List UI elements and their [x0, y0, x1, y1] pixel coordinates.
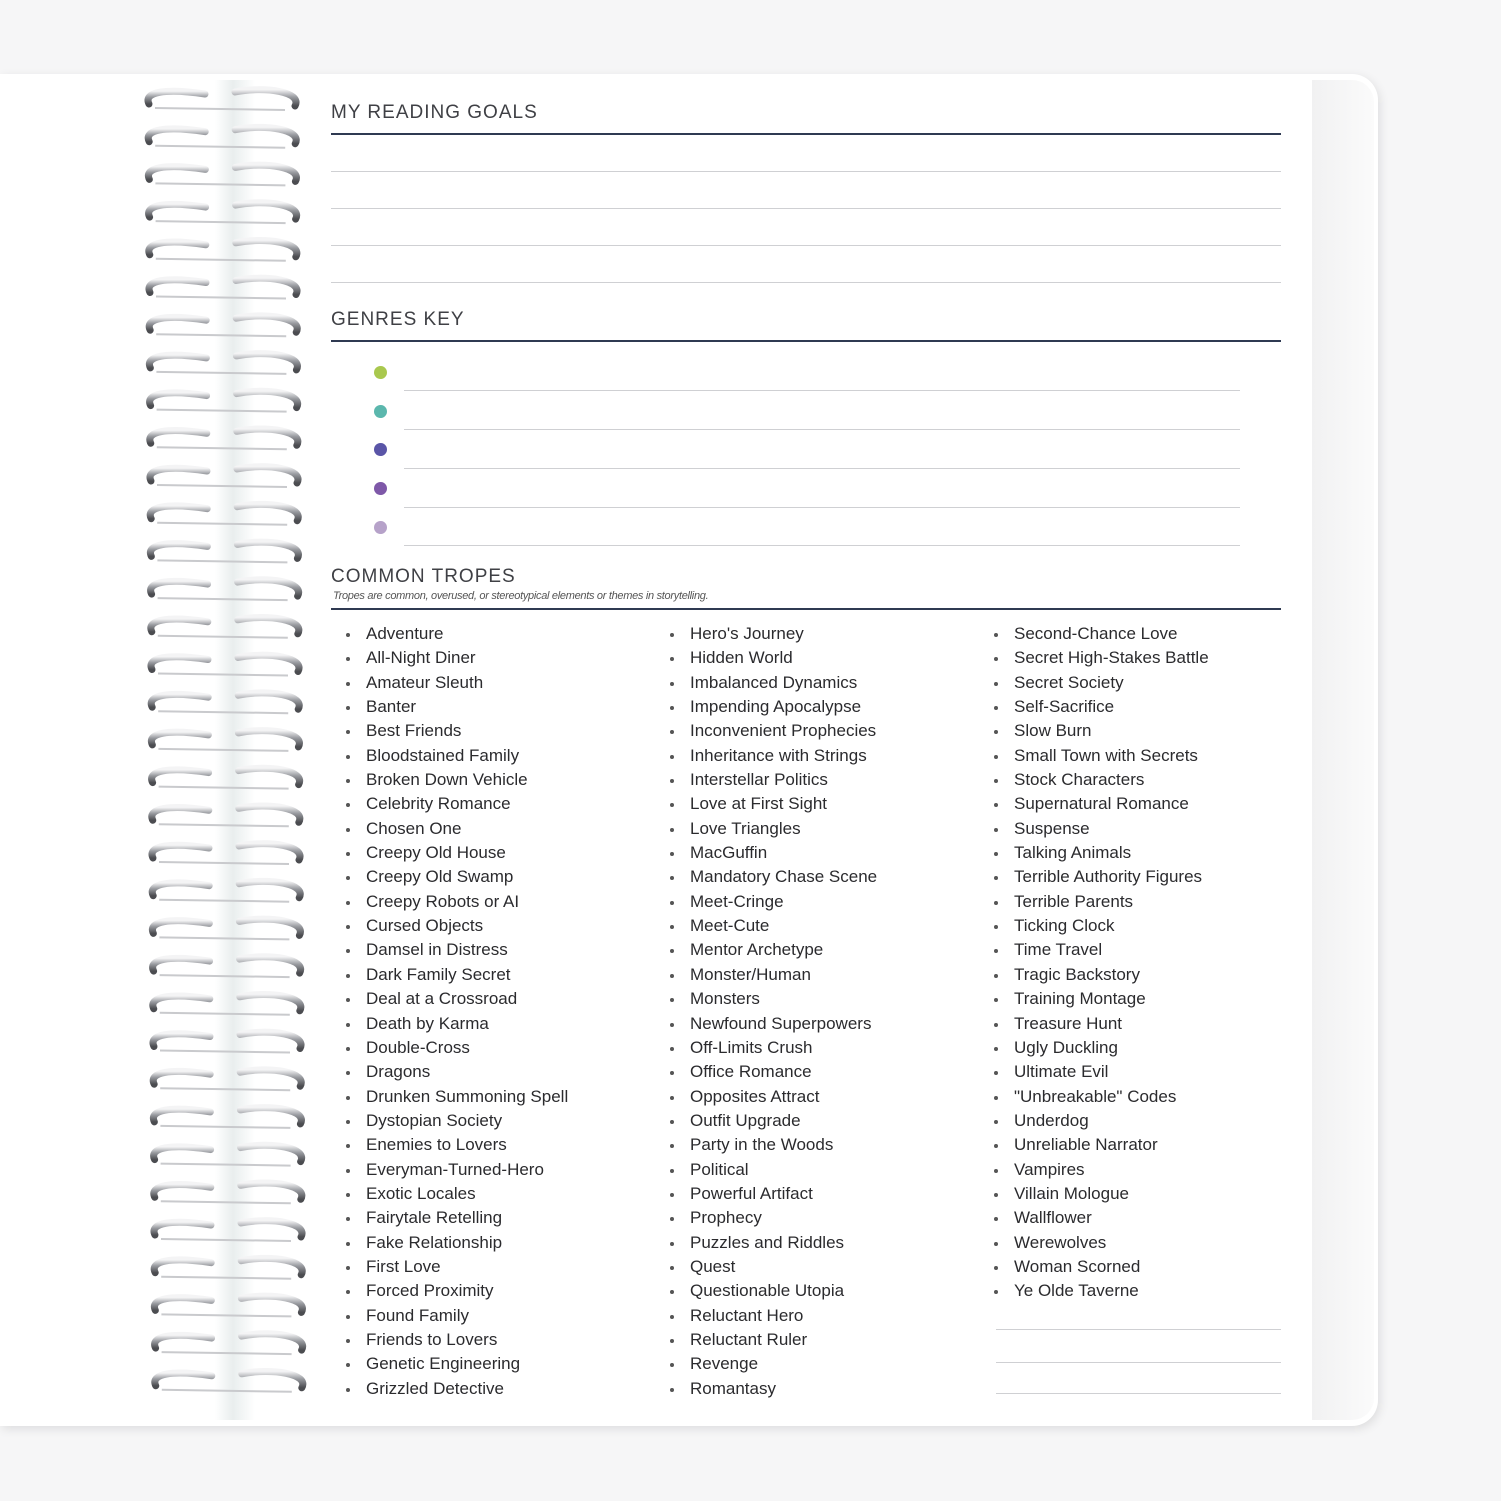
extra-trope-line-3[interactable] — [996, 1393, 1281, 1394]
trope-item: Chosen One — [366, 817, 568, 841]
trope-item: Romantasy — [690, 1377, 877, 1401]
trope-item: Banter — [366, 695, 568, 719]
trope-item: Inconvenient Prophecies — [690, 719, 877, 743]
trope-item: Adventure — [366, 622, 568, 646]
trope-item: Found Family — [366, 1304, 568, 1328]
trope-item: Deal at a Crossroad — [366, 987, 568, 1011]
trope-item: Imbalanced Dynamics — [690, 671, 877, 695]
trope-item: Genetic Engineering — [366, 1352, 568, 1376]
trope-item: Interstellar Politics — [690, 768, 877, 792]
trope-item: Outfit Upgrade — [690, 1109, 877, 1133]
trope-item: Self-Sacrifice — [1014, 695, 1209, 719]
genre-dot-lavender — [374, 521, 387, 534]
genre-line-4[interactable] — [404, 507, 1240, 508]
trope-item: Newfound Superpowers — [690, 1012, 877, 1036]
reading-goals-line-2[interactable] — [331, 208, 1281, 209]
trope-item: Fake Relationship — [366, 1231, 568, 1255]
trope-item: Forced Proximity — [366, 1279, 568, 1303]
trope-item: Small Town with Secrets — [1014, 744, 1209, 768]
trope-item: Drunken Summoning Spell — [366, 1085, 568, 1109]
trope-item: Opposites Attract — [690, 1085, 877, 1109]
trope-item: Powerful Artifact — [690, 1182, 877, 1206]
common-tropes-subtitle: Tropes are common, overused, or stereotypical elements or themes in storytelling. — [333, 590, 709, 602]
reading-goals-title: MY READING GOALS — [331, 102, 538, 123]
trope-item: Puzzles and Riddles — [690, 1231, 877, 1255]
trope-item: Ugly Duckling — [1014, 1036, 1209, 1060]
trope-item: Hidden World — [690, 646, 877, 670]
trope-item: Cursed Objects — [366, 914, 568, 938]
trope-item: Questionable Utopia — [690, 1279, 877, 1303]
extra-trope-line-1[interactable] — [996, 1329, 1281, 1330]
trope-item: Party in the Woods — [690, 1133, 877, 1157]
trope-item: Dragons — [366, 1060, 568, 1084]
trope-item: Monsters — [690, 987, 877, 1011]
genre-line-5[interactable] — [404, 545, 1240, 546]
trope-item: Exotic Locales — [366, 1182, 568, 1206]
reading-goals-rule — [331, 133, 1281, 135]
trope-item: Tragic Backstory — [1014, 963, 1209, 987]
trope-item: Dystopian Society — [366, 1109, 568, 1133]
common-tropes-rule — [331, 608, 1281, 610]
trope-item: Ultimate Evil — [1014, 1060, 1209, 1084]
trope-item: Suspense — [1014, 817, 1209, 841]
trope-item: Best Friends — [366, 719, 568, 743]
trope-item: Meet-Cute — [690, 914, 877, 938]
trope-item: Training Montage — [1014, 987, 1209, 1011]
trope-item: Impending Apocalypse — [690, 695, 877, 719]
trope-item: Celebrity Romance — [366, 792, 568, 816]
trope-item: Mandatory Chase Scene — [690, 865, 877, 889]
spiral-binding — [135, 80, 315, 1420]
trope-column-3 — [1014, 622, 1209, 1304]
trope-item: Bloodstained Family — [366, 744, 568, 768]
trope-item: Werewolves — [1014, 1231, 1209, 1255]
trope-item: Meet-Cringe — [690, 890, 877, 914]
trope-item: Grizzled Detective — [366, 1377, 568, 1401]
trope-item: Supernatural Romance — [1014, 792, 1209, 816]
trope-item: Secret High-Stakes Battle — [1014, 646, 1209, 670]
genre-dot-green — [374, 366, 387, 379]
page-stack-edge — [1312, 80, 1374, 1420]
trope-item: First Love — [366, 1255, 568, 1279]
reading-goals-line-1[interactable] — [331, 171, 1281, 172]
trope-item: Political — [690, 1158, 877, 1182]
trope-item: Creepy Old House — [366, 841, 568, 865]
trope-item: Creepy Old Swamp — [366, 865, 568, 889]
trope-item: Vampires — [1014, 1158, 1209, 1182]
trope-item: Dark Family Secret — [366, 963, 568, 987]
trope-column-1 — [366, 622, 568, 1401]
trope-item: MacGuffin — [690, 841, 877, 865]
trope-item: Treasure Hunt — [1014, 1012, 1209, 1036]
trope-item: All-Night Diner — [366, 646, 568, 670]
trope-item: Time Travel — [1014, 938, 1209, 962]
trope-item: Quest — [690, 1255, 877, 1279]
trope-item: Second-Chance Love — [1014, 622, 1209, 646]
common-tropes-title: COMMON TROPES — [331, 566, 516, 587]
genre-line-1[interactable] — [404, 390, 1240, 391]
trope-item: Death by Karma — [366, 1012, 568, 1036]
trope-item: Hero's Journey — [690, 622, 877, 646]
reading-goals-line-4[interactable] — [331, 282, 1281, 283]
trope-item: Revenge — [690, 1352, 877, 1376]
genres-key-title: GENRES KEY — [331, 309, 465, 330]
trope-item: Monster/Human — [690, 963, 877, 987]
trope-item: Ticking Clock — [1014, 914, 1209, 938]
trope-item: Slow Burn — [1014, 719, 1209, 743]
genre-dot-teal — [374, 405, 387, 418]
trope-item: Friends to Lovers — [366, 1328, 568, 1352]
trope-item: Enemies to Lovers — [366, 1133, 568, 1157]
trope-item: Reluctant Hero — [690, 1304, 877, 1328]
trope-item: Creepy Robots or AI — [366, 890, 568, 914]
trope-item: Ye Olde Taverne — [1014, 1279, 1209, 1303]
trope-item: Amateur Sleuth — [366, 671, 568, 695]
trope-item: Terrible Parents — [1014, 890, 1209, 914]
trope-item: Inheritance with Strings — [690, 744, 877, 768]
trope-item: Terrible Authority Figures — [1014, 865, 1209, 889]
trope-item: "Unbreakable" Codes — [1014, 1085, 1209, 1109]
trope-column-2 — [690, 622, 877, 1401]
trope-item: Underdog — [1014, 1109, 1209, 1133]
genre-line-2[interactable] — [404, 429, 1240, 430]
trope-item: Stock Characters — [1014, 768, 1209, 792]
trope-item: Wallflower — [1014, 1206, 1209, 1230]
trope-item: Off-Limits Crush — [690, 1036, 877, 1060]
trope-item: Unreliable Narrator — [1014, 1133, 1209, 1157]
extra-trope-line-2[interactable] — [996, 1362, 1281, 1363]
genres-key-rule — [331, 340, 1281, 342]
trope-item: Mentor Archetype — [690, 938, 877, 962]
trope-item: Double-Cross — [366, 1036, 568, 1060]
trope-item: Secret Society — [1014, 671, 1209, 695]
genre-dot-purple — [374, 482, 387, 495]
genre-line-3[interactable] — [404, 468, 1240, 469]
trope-item: Talking Animals — [1014, 841, 1209, 865]
trope-item: Prophecy — [690, 1206, 877, 1230]
trope-item: Villain Mologue — [1014, 1182, 1209, 1206]
trope-item: Reluctant Ruler — [690, 1328, 877, 1352]
trope-item: Love at First Sight — [690, 792, 877, 816]
trope-item: Office Romance — [690, 1060, 877, 1084]
trope-item: Love Triangles — [690, 817, 877, 841]
trope-item: Broken Down Vehicle — [366, 768, 568, 792]
trope-item: Woman Scorned — [1014, 1255, 1209, 1279]
trope-item: Everyman-Turned-Hero — [366, 1158, 568, 1182]
reading-goals-line-3[interactable] — [331, 245, 1281, 246]
trope-item: Fairytale Retelling — [366, 1206, 568, 1230]
genre-dot-indigo — [374, 443, 387, 456]
trope-item: Damsel in Distress — [366, 938, 568, 962]
